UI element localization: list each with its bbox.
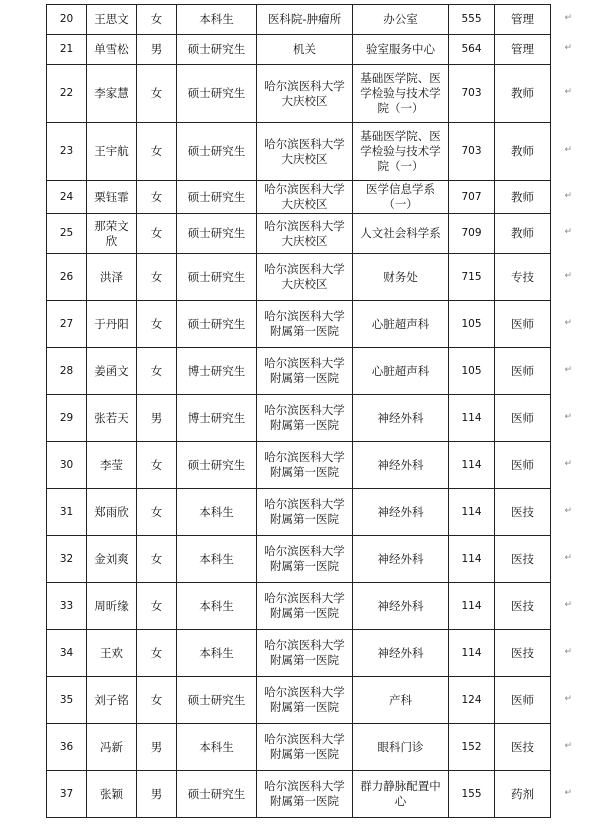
department-cell: 群力静脉配置中心 (353, 771, 449, 818)
post-code-cell: 152 (449, 724, 495, 771)
department-cell: 神经外科 (353, 489, 449, 536)
education-cell: 本科生 (177, 536, 257, 583)
education-cell: 博士研究生 (177, 395, 257, 442)
post-code-cell: 709 (449, 214, 495, 254)
post-code-cell: 114 (449, 630, 495, 677)
gender-cell: 女 (137, 348, 177, 395)
gender-cell: 女 (137, 583, 177, 630)
gender-cell: 男 (137, 771, 177, 818)
post-type-cell: 医师 (495, 348, 551, 395)
organization-cell: 医科院-肿瘤所 (257, 5, 353, 35)
organization-cell: 哈尔滨医科大学大庆校区 (257, 214, 353, 254)
row-number: 32 (47, 536, 87, 583)
name-cell: 于丹阳 (87, 301, 137, 348)
table-row (47, 395, 551, 442)
paragraph-mark-icon: ↵ (564, 270, 572, 281)
post-type-cell: 医师 (495, 395, 551, 442)
table-row (47, 489, 551, 536)
post-code-cell: 114 (449, 489, 495, 536)
paragraph-mark-icon: ↵ (564, 411, 572, 422)
row-number: 37 (47, 771, 87, 818)
paragraph-mark-icon: ↵ (564, 693, 572, 704)
department-cell: 基础医学院、医学检验与技术学院（一） (353, 123, 449, 181)
organization-cell: 哈尔滨医科大学附属第一医院 (257, 348, 353, 395)
post-code-cell: 124 (449, 677, 495, 724)
department-cell: 神经外科 (353, 583, 449, 630)
post-type-cell: 管理 (495, 5, 551, 35)
education-cell: 硕士研究生 (177, 65, 257, 123)
post-type-cell: 专技 (495, 254, 551, 301)
department-cell: 神经外科 (353, 442, 449, 489)
organization-cell: 哈尔滨医科大学附属第一医院 (257, 442, 353, 489)
gender-cell: 男 (137, 35, 177, 65)
education-cell: 本科生 (177, 583, 257, 630)
organization-cell: 哈尔滨医科大学附属第一医院 (257, 630, 353, 677)
post-type-cell: 医技 (495, 724, 551, 771)
organization-cell: 哈尔滨医科大学附属第一医院 (257, 677, 353, 724)
gender-cell: 男 (137, 724, 177, 771)
department-cell: 心脏超声科 (353, 348, 449, 395)
organization-cell: 机关 (257, 35, 353, 65)
row-number: 24 (47, 181, 87, 214)
name-cell: 栗钰霏 (87, 181, 137, 214)
paragraph-mark-icon: ↵ (564, 599, 572, 610)
paragraph-mark-icon: ↵ (564, 505, 572, 516)
education-cell: 硕士研究生 (177, 301, 257, 348)
table-row (47, 123, 551, 181)
gender-cell: 女 (137, 301, 177, 348)
post-type-cell: 医技 (495, 630, 551, 677)
paragraph-mark-icon: ↵ (564, 364, 572, 375)
post-code-cell: 114 (449, 442, 495, 489)
gender-cell: 男 (137, 395, 177, 442)
post-code-cell: 105 (449, 348, 495, 395)
paragraph-mark-icon: ↵ (564, 458, 572, 469)
post-type-cell: 医技 (495, 583, 551, 630)
education-cell: 本科生 (177, 489, 257, 536)
row-number: 29 (47, 395, 87, 442)
row-number: 34 (47, 630, 87, 677)
organization-cell: 哈尔滨医科大学附属第一医院 (257, 536, 353, 583)
table-row (47, 536, 551, 583)
education-cell: 本科生 (177, 5, 257, 35)
table-row (47, 442, 551, 489)
paragraph-mark-icon: ↵ (564, 87, 572, 97)
table-row (47, 254, 551, 301)
post-code-cell: 114 (449, 395, 495, 442)
gender-cell: 女 (137, 181, 177, 214)
paragraph-mark-icon: ↵ (564, 552, 572, 563)
table-row (47, 301, 551, 348)
organization-cell: 哈尔滨医科大学附属第一医院 (257, 301, 353, 348)
name-cell: 郑雨欣 (87, 489, 137, 536)
post-code-cell: 114 (449, 583, 495, 630)
post-code-cell: 703 (449, 65, 495, 123)
post-code-cell: 564 (449, 35, 495, 65)
organization-cell: 哈尔滨医科大学附属第一医院 (257, 583, 353, 630)
table-row (47, 677, 551, 724)
table-row (47, 583, 551, 630)
organization-cell: 哈尔滨医科大学附属第一医院 (257, 395, 353, 442)
table-row (47, 214, 551, 254)
paragraph-mark-icon: ↵ (564, 317, 572, 328)
name-cell: 王思文 (87, 5, 137, 35)
table-row (47, 771, 551, 818)
post-type-cell: 医师 (495, 442, 551, 489)
organization-cell: 哈尔滨医科大学附属第一医院 (257, 724, 353, 771)
department-cell: 神经外科 (353, 395, 449, 442)
post-type-cell: 医师 (495, 677, 551, 724)
department-cell: 神经外科 (353, 536, 449, 583)
name-cell: 单雪松 (87, 35, 137, 65)
post-code-cell: 715 (449, 254, 495, 301)
name-cell: 张颖 (87, 771, 137, 818)
name-cell: 冯新 (87, 724, 137, 771)
post-code-cell: 114 (449, 536, 495, 583)
row-number: 33 (47, 583, 87, 630)
organization-cell: 哈尔滨医科大学附属第一医院 (257, 489, 353, 536)
post-type-cell: 管理 (495, 35, 551, 65)
post-type-cell: 教师 (495, 214, 551, 254)
name-cell: 金刘爽 (87, 536, 137, 583)
education-cell: 硕士研究生 (177, 442, 257, 489)
gender-cell: 女 (137, 630, 177, 677)
gender-cell: 女 (137, 254, 177, 301)
row-number: 25 (47, 214, 87, 254)
name-cell: 王欢 (87, 630, 137, 677)
department-cell: 产科 (353, 677, 449, 724)
gender-cell: 女 (137, 536, 177, 583)
education-cell: 硕士研究生 (177, 181, 257, 214)
post-type-cell: 医师 (495, 301, 551, 348)
paragraph-mark-icon: ↵ (564, 190, 572, 201)
post-type-cell: 药剂 (495, 771, 551, 818)
organization-cell: 哈尔滨医科大学大庆校区 (257, 254, 353, 301)
department-cell: 财务处 (353, 254, 449, 301)
paragraph-mark-icon: ↵ (564, 227, 572, 237)
staff-table (46, 4, 551, 818)
row-number: 27 (47, 301, 87, 348)
department-cell: 办公室 (353, 5, 449, 35)
education-cell: 硕士研究生 (177, 771, 257, 818)
department-cell: 神经外科 (353, 630, 449, 677)
table-row (47, 181, 551, 214)
post-type-cell: 教师 (495, 181, 551, 214)
gender-cell: 女 (137, 214, 177, 254)
name-cell: 张若天 (87, 395, 137, 442)
department-cell: 基础医学院、医学检验与技术学院（一） (353, 65, 449, 123)
paragraph-mark-icon: ↵ (564, 13, 572, 23)
education-cell: 本科生 (177, 630, 257, 677)
table-row (47, 630, 551, 677)
row-number: 35 (47, 677, 87, 724)
name-cell: 王宇航 (87, 123, 137, 181)
department-cell: 验室服务中心 (353, 35, 449, 65)
gender-cell: 女 (137, 65, 177, 123)
table-row (47, 348, 551, 395)
organization-cell: 哈尔滨医科大学附属第一医院 (257, 771, 353, 818)
department-cell: 医学信息学系（一） (353, 181, 449, 214)
post-code-cell: 555 (449, 5, 495, 35)
name-cell: 李莹 (87, 442, 137, 489)
row-number: 23 (47, 123, 87, 181)
gender-cell: 女 (137, 442, 177, 489)
department-cell: 人文社会科学系 (353, 214, 449, 254)
post-type-cell: 教师 (495, 65, 551, 123)
name-cell: 周昕缘 (87, 583, 137, 630)
table-row (47, 724, 551, 771)
paragraph-mark-icon: ↵ (564, 646, 572, 657)
post-type-cell: 医技 (495, 489, 551, 536)
organization-cell: 哈尔滨医科大学大庆校区 (257, 65, 353, 123)
row-number: 20 (47, 5, 87, 35)
row-number: 21 (47, 35, 87, 65)
education-cell: 硕士研究生 (177, 677, 257, 724)
table-row (47, 35, 551, 65)
paragraph-mark-icon: ↵ (564, 43, 572, 53)
education-cell: 硕士研究生 (177, 123, 257, 181)
department-cell: 心脏超声科 (353, 301, 449, 348)
organization-cell: 哈尔滨医科大学大庆校区 (257, 123, 353, 181)
post-code-cell: 105 (449, 301, 495, 348)
post-type-cell: 医技 (495, 536, 551, 583)
table-row (47, 5, 551, 35)
gender-cell: 女 (137, 123, 177, 181)
education-cell: 博士研究生 (177, 348, 257, 395)
post-code-cell: 155 (449, 771, 495, 818)
name-cell: 李家慧 (87, 65, 137, 123)
post-code-cell: 707 (449, 181, 495, 214)
organization-cell: 哈尔滨医科大学大庆校区 (257, 181, 353, 214)
education-cell: 硕士研究生 (177, 254, 257, 301)
department-cell: 眼科门诊 (353, 724, 449, 771)
row-number: 31 (47, 489, 87, 536)
education-cell: 本科生 (177, 724, 257, 771)
row-number: 36 (47, 724, 87, 771)
row-number: 26 (47, 254, 87, 301)
gender-cell: 女 (137, 489, 177, 536)
paragraph-mark-icon: ↵ (564, 145, 572, 155)
row-number: 28 (47, 348, 87, 395)
education-cell: 硕士研究生 (177, 35, 257, 65)
paragraph-mark-icon: ↵ (564, 740, 572, 751)
name-cell: 姜函文 (87, 348, 137, 395)
post-code-cell: 703 (449, 123, 495, 181)
name-cell: 那荣文欣 (87, 214, 137, 254)
row-number: 22 (47, 65, 87, 123)
name-cell: 洪泽 (87, 254, 137, 301)
gender-cell: 女 (137, 5, 177, 35)
gender-cell: 女 (137, 677, 177, 724)
paragraph-mark-icon: ↵ (564, 787, 572, 798)
education-cell: 硕士研究生 (177, 214, 257, 254)
name-cell: 刘子铭 (87, 677, 137, 724)
table-row (47, 65, 551, 123)
row-number: 30 (47, 442, 87, 489)
post-type-cell: 教师 (495, 123, 551, 181)
